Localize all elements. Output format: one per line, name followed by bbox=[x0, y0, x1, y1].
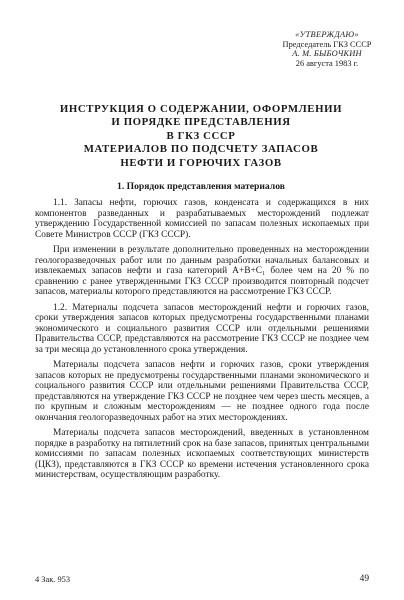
approval-block bbox=[262, 30, 392, 68]
approval-date: 26 августа 1983 г. bbox=[295, 58, 359, 68]
paragraph-reserves-change: При изменении в результате дополнительно проведенных на месторождении геологоразведочных работ или по данным разработки начальных балансовых и извлекаемых запасов нефти и газа категорий А+В+С₁ более чем на 20 % по сравнению с ранее утвержденными ГКЗ СССР производится повторный подсчет запасов, материалы которого представляются на рассмотрение ГКЗ СССР. bbox=[35, 245, 369, 297]
title-line-2: И ПОРЯДКЕ ПРЕДСТАВЛЕНИЯ bbox=[111, 116, 291, 129]
title-line-3: В ГКЗ СССР bbox=[166, 129, 236, 142]
section-heading: 1. Порядок представления материалов bbox=[117, 181, 285, 192]
title-line-5: НЕФТИ И ГОРЮЧИХ ГАЗОВ bbox=[120, 156, 282, 169]
approval-position: Председатель ГКЗ СССР bbox=[282, 39, 372, 49]
paragraph-unplanned-deadlines: Материалы подсчета запасов нефти и горючих газов, сроки утверждения запасов которых не предусмотрены государственными планами экономического и социального развития СССР или отдельными решениями Правительства СССР, представляются на утверждение ГКЗ СССР не позднее чем через шесть месяцев, а по крупным и сложным месторождениям — не позднее одного года после окончания геологоразведочных работ на этих месторождениях. bbox=[35, 360, 369, 423]
title-line-4: МАТЕРИАЛОВ ПО ПОДСЧЕТУ ЗАПАСОВ bbox=[83, 143, 319, 156]
print-order-mark: 4 Зак. 953 bbox=[35, 575, 71, 584]
approval-label: «УТВЕРЖДАЮ» bbox=[295, 30, 359, 39]
paragraph-1-2: 1.2. Материалы подсчета запасов месторождений нефти и горючих газов, сроки утверждения запасов которых предусмотрены государственными планами экономического и социального развития СССР или отдельными решениями Правительства СССР, представляются на рассмотрение ГКЗ СССР не позднее чем за три месяца до установленного срока утверждения. bbox=[35, 302, 369, 355]
paragraph-five-year-development: Материалы подсчета запасов месторождений, введенных в установленном порядке в разработку на пятилетний срок на базе запасов, принятых центральными комиссиями по запасам полезных ископаемых соответствующих министерств (ЦКЗ), представляются в ГКЗ СССР ко времени истечения установленного срока министерствам, осуществляющим разработку. bbox=[35, 428, 369, 480]
document-body bbox=[35, 198, 369, 486]
approval-name: А. М. БЫБОЧКИН bbox=[292, 49, 362, 59]
page-number: 49 bbox=[359, 574, 369, 584]
title-line-1: ИНСТРУКЦИЯ О СОДЕРЖАНИИ, ОФОРМЛЕНИИ bbox=[59, 103, 343, 115]
paragraph-1-1: 1.1. Запасы нефти, горючих газов, конденсата и содержащихся в них компонентов разведанных и разрабатываемых месторождений подлежат утверждению Государственной комиссией по запасам полезных ископаемых при Совете Министров СССР (ГКЗ СССР). bbox=[35, 198, 369, 240]
document-title bbox=[40, 103, 362, 170]
